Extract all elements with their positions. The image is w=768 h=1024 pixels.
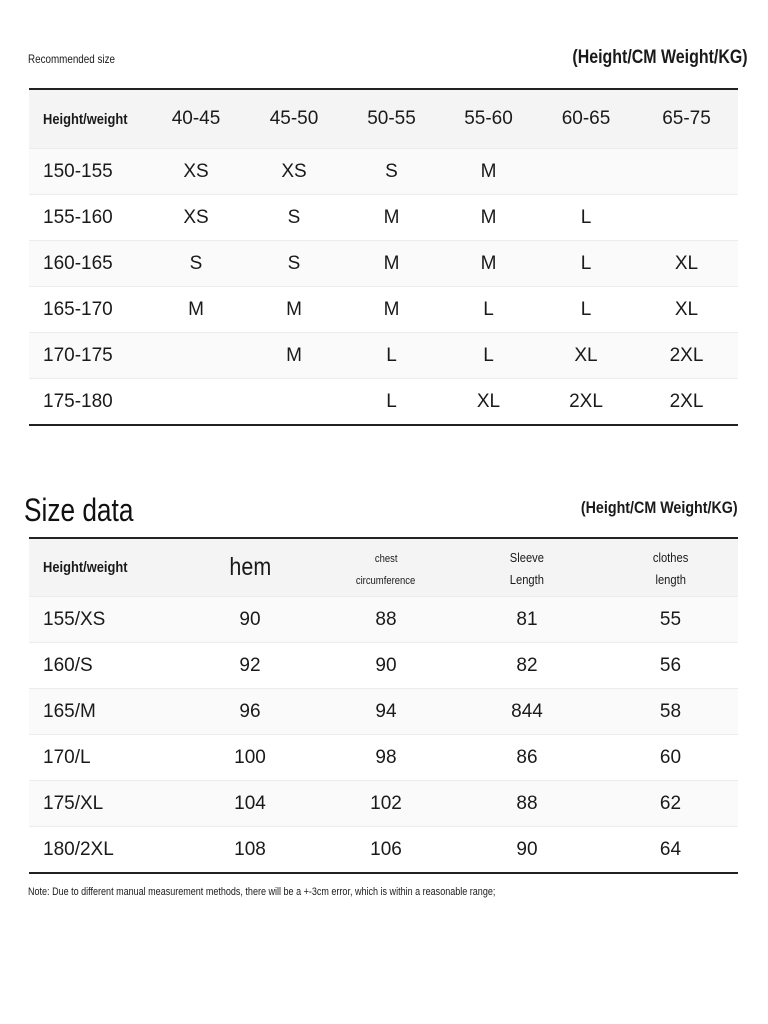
table-cell: 100 <box>179 735 321 781</box>
table-cell <box>245 379 343 426</box>
table-cell: XS <box>245 149 343 195</box>
table-cell: M <box>245 333 343 379</box>
header-cell: 40-45 <box>147 89 245 149</box>
table-cell: 102 <box>321 781 451 827</box>
header-cell-hem: hem <box>179 538 321 597</box>
table-row <box>29 195 738 241</box>
table-cell <box>147 333 245 379</box>
table-row <box>29 149 738 195</box>
table-row <box>29 287 738 333</box>
table-cell: S <box>343 149 440 195</box>
table-cell: M <box>343 241 440 287</box>
row-label-cell: 180/2XL <box>29 827 179 874</box>
table-cell: 86 <box>451 735 603 781</box>
table-cell: L <box>537 195 635 241</box>
row-label-cell: 170-175 <box>29 333 147 379</box>
recommended-unit-note: (Height/CM Weight/KG) <box>572 47 748 68</box>
table-cell: 94 <box>321 689 451 735</box>
header-cell: 55-60 <box>440 89 537 149</box>
table-cell: 88 <box>321 597 451 643</box>
table-cell: 2XL <box>635 379 738 426</box>
table-cell: XL <box>537 333 635 379</box>
table-cell: 2XL <box>635 333 738 379</box>
header-cell: Height/weight <box>29 89 147 149</box>
table-cell: 104 <box>179 781 321 827</box>
table-cell: 844 <box>451 689 603 735</box>
table-cell: M <box>440 195 537 241</box>
row-label-cell: 165-170 <box>29 287 147 333</box>
table-row <box>29 379 738 426</box>
table-row <box>29 827 738 874</box>
table-cell: 60 <box>603 735 738 781</box>
size-data-unit-note: (Height/CM Weight/KG) <box>581 498 738 517</box>
table-cell: L <box>537 241 635 287</box>
table-cell: XL <box>440 379 537 426</box>
table-cell <box>635 195 738 241</box>
table-cell: M <box>245 287 343 333</box>
recommended-header-row <box>29 89 738 149</box>
table-cell: S <box>245 195 343 241</box>
row-label-cell: 160-165 <box>29 241 147 287</box>
table-cell <box>635 149 738 195</box>
recommended-size-label: Recommended size <box>28 52 115 66</box>
header-cell-chest: chest circumference <box>321 538 451 597</box>
table-row <box>29 781 738 827</box>
table-cell: 92 <box>179 643 321 689</box>
table-cell: L <box>440 333 537 379</box>
table-cell: L <box>343 379 440 426</box>
header-cell: Height/weight <box>29 538 179 597</box>
table-cell: 98 <box>321 735 451 781</box>
table-cell: 108 <box>179 827 321 874</box>
table-cell: 64 <box>603 827 738 874</box>
table-cell: 106 <box>321 827 451 874</box>
table-cell <box>147 379 245 426</box>
table-cell: 56 <box>603 643 738 689</box>
header-cell: 60-65 <box>537 89 635 149</box>
table-row <box>29 689 738 735</box>
table-cell: L <box>343 333 440 379</box>
table-cell: XL <box>635 287 738 333</box>
row-label-cell: 160/S <box>29 643 179 689</box>
table-cell: XS <box>147 195 245 241</box>
row-label-cell: 175/XL <box>29 781 179 827</box>
table-row <box>29 735 738 781</box>
table-cell: 90 <box>321 643 451 689</box>
table-cell: M <box>343 287 440 333</box>
table-cell: M <box>343 195 440 241</box>
table-row <box>29 241 738 287</box>
row-label-cell: 150-155 <box>29 149 147 195</box>
size-data-table <box>29 537 738 874</box>
table-cell: 82 <box>451 643 603 689</box>
row-label-cell: 155-160 <box>29 195 147 241</box>
header-cell-length: clothes length <box>603 538 738 597</box>
row-label-cell: 170/L <box>29 735 179 781</box>
table-cell: XL <box>635 241 738 287</box>
row-label-cell: 155/XS <box>29 597 179 643</box>
header-cell: 65-75 <box>635 89 738 149</box>
table-row <box>29 333 738 379</box>
recommended-size-table <box>29 88 738 426</box>
table-cell: 88 <box>451 781 603 827</box>
measurement-note: Note: Due to different manual measurement methods, there will be a +-3cm error, which is within a reasonable range; <box>28 886 496 898</box>
table-cell: S <box>147 241 245 287</box>
table-cell: 96 <box>179 689 321 735</box>
header-cell-sleeve: Sleeve Length <box>451 538 603 597</box>
table-cell: M <box>147 287 245 333</box>
table-cell: 90 <box>451 827 603 874</box>
table-cell: 81 <box>451 597 603 643</box>
table-cell: L <box>537 287 635 333</box>
table-cell: 2XL <box>537 379 635 426</box>
size-data-title: Size data <box>24 492 134 528</box>
table-cell: M <box>440 241 537 287</box>
table-cell: L <box>440 287 537 333</box>
table-cell: 58 <box>603 689 738 735</box>
header-cell: 50-55 <box>343 89 440 149</box>
table-cell: 55 <box>603 597 738 643</box>
table-cell: 62 <box>603 781 738 827</box>
table-cell <box>537 149 635 195</box>
row-label-cell: 175-180 <box>29 379 147 426</box>
header-cell: 45-50 <box>245 89 343 149</box>
table-cell: 90 <box>179 597 321 643</box>
table-cell: M <box>440 149 537 195</box>
table-cell: S <box>245 241 343 287</box>
table-row <box>29 643 738 689</box>
table-row <box>29 597 738 643</box>
size-header-row <box>29 538 738 597</box>
table-cell: XS <box>147 149 245 195</box>
row-label-cell: 165/M <box>29 689 179 735</box>
